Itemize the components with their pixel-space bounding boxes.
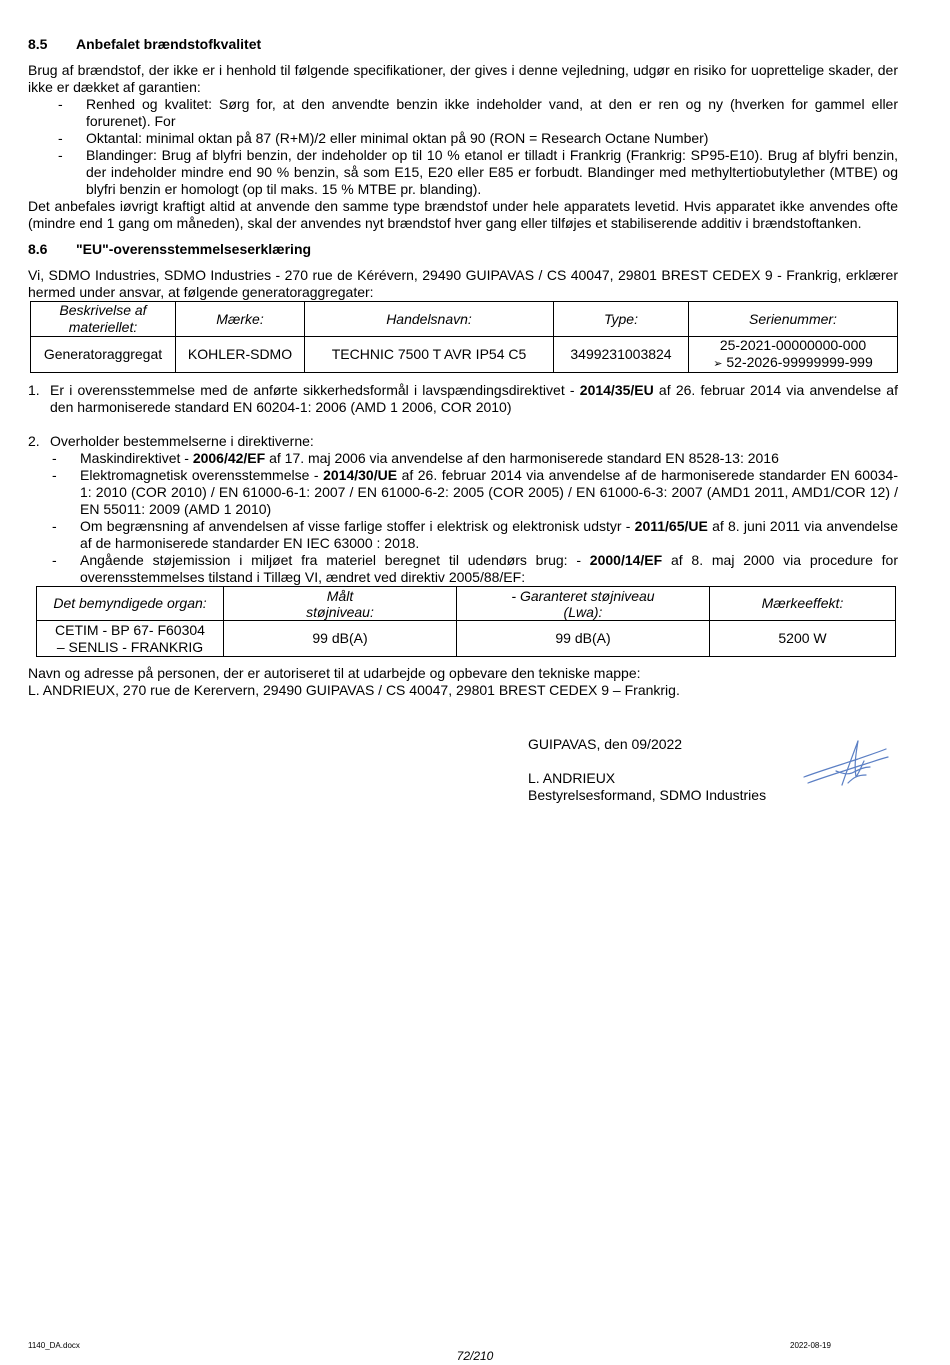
section-8-6-heading [28, 241, 898, 258]
section-number: 8.5 [28, 36, 48, 52]
serial-to: 52-2026-99999999-999 [726, 354, 873, 370]
place-date: GUIPAVAS, den 09/2022 [528, 736, 683, 752]
cell-measured: 99 dB(A) [224, 621, 457, 657]
signatory-name: L. ANDRIEUX [528, 770, 616, 786]
table-header-row [31, 302, 898, 337]
header-trade-name: Handelsnavn: [305, 302, 554, 337]
serial-to-line [693, 354, 893, 372]
footer-date: 2022-08-19 [790, 1341, 831, 1350]
organ-line: CETIM - BP 67- F60304 [55, 621, 205, 638]
list-item: - Blandinger: Brug af blyfri benzin, der indeholder op til 10 % etanol er tilladt i Frankrig (Frankrig: SP95-E10). Brug af blyfri benzin, der indeholder mindre end 90 % benzin, så som E15, E20 eller E85 er forbudt. Blandinger med methyltertiobutylether (MTBE) og blyfri benzin er homologt (op til maks. 15 % MTBE pr. blanding). [28, 147, 898, 198]
directive-ref: 2014/30/UE [323, 467, 398, 483]
fuel-intro-paragraph: Brug af brændstof, der ikke er i henhold til følgende specifikationer, der gives i denne vejledning, udgør en risiko for uoprettelige skader, der ikke er dækket af garantien: [28, 62, 898, 95]
conformity-list [28, 382, 898, 450]
item-text: Er i overensstemmelse med de anførte sikkerhedsformål i lavspændingsdirektivet - [50, 382, 580, 398]
cell-serial [689, 337, 898, 373]
list-item [28, 450, 898, 467]
list-item: - Oktantal: minimal oktan på 87 (R+M)/2 eller minimal oktan på 90 (RON = Research Octane Number) [28, 130, 898, 147]
item-text: af 17. maj 2006 via anvendelse af den harmoniserede standard EN 8528-13: 2016 [265, 450, 779, 466]
table-row [37, 621, 896, 657]
signature-block [528, 736, 766, 804]
serial-from: 25-2021-00000000-000 [719, 337, 867, 353]
item-text: Overholder bestemmelserne i direktiverne: [50, 433, 314, 449]
header-guaranteed [457, 587, 710, 621]
footer-filename: 1140_DA.docx [28, 1341, 80, 1350]
list-item [28, 467, 898, 518]
item-text: Elektromagnetisk overensstemmelse - [80, 467, 324, 483]
item-text: af 8. maj 2000 via procedure for overensstemmelses tilstand i Tillæg VI, ændret ved direktiv 2005/88/EF: [80, 552, 898, 585]
table-row [31, 337, 898, 373]
cell-trade-name: TECHNIC 7500 T AVR IP54 C5 [305, 337, 554, 373]
directive-ref: 2014/35/EU [579, 382, 654, 398]
list-item [28, 552, 898, 586]
cell-power: 5200 W [710, 621, 896, 657]
section-8-5-heading [28, 36, 898, 53]
header-power: Mærkeeffekt: [710, 587, 896, 621]
table-header-row [37, 587, 896, 621]
signatory-role: Bestyrelsesformand, SDMO Industries [528, 787, 767, 803]
document-page [28, 36, 898, 699]
header-brand: Mærke: [176, 302, 305, 337]
fuel-outro-paragraph: Det anbefales iøvrigt kraftigt altid at anvende den samme type brændstof under hele apparatets levetid. Hvis apparatet ikke anvendes ofte (mindre end 1 gang om måneden), skal der anvendes nyt brændstof hver gang eller tilføjes et stabiliserende additiv i brændstoftanken. [28, 198, 898, 231]
cell-description: Generatoraggregat [31, 337, 176, 373]
header-text: Målt støjniveau: [306, 587, 374, 620]
item-text: Maskindirektivet - [80, 450, 193, 466]
conformity-item-1 [28, 382, 898, 416]
conformity-item-2 [28, 433, 898, 450]
item-text: af 26. februar 2014 via anvendelse af de harmoniserede standarder EN 60034-1: 2010 (COR 2010) / EN 61000-6-1: 2007 / EN 61000-6-2: 2005 (COR 2005) / EN 61000-6-3: 2007 (AMD1 2011, AMD1/COR 12) / EN 55011: 2009 (AMD 1 2010) [80, 467, 899, 517]
item-text: Om begrænsning af anvendelsen af visse farlige stoffer i elektrisk og elektronisk udstyr - [80, 518, 635, 534]
section-title: "EU"-overensstemmelseserklæring [76, 241, 312, 257]
cell-type: 3499231003824 [554, 337, 689, 373]
handwritten-signature [800, 735, 892, 791]
header-measured [224, 587, 457, 621]
directive-ref: 2011/65/UE [634, 518, 708, 534]
page-number: 72/210 [456, 1349, 494, 1363]
cell-brand: KOHLER-SDMO [176, 337, 305, 373]
header-serial: Serienummer: [689, 302, 898, 337]
header-description: Beskrivelse af materiellet: [31, 302, 176, 337]
item-number: 2. [28, 433, 40, 449]
header-type: Type: [554, 302, 689, 337]
header-notified-body: Det bemyndigede organ: [37, 587, 224, 621]
list-item [28, 518, 898, 552]
cell-guaranteed: 99 dB(A) [457, 621, 710, 657]
item-number: 1. [28, 382, 40, 398]
section-title: Anbefalet brændstofkvalitet [76, 36, 262, 52]
directive-ref: 2006/42/EF [192, 450, 266, 466]
cell-notified-body [37, 621, 224, 657]
directive-list [28, 450, 898, 586]
item-text: af 26. februar 2014 via anvendelse af den harmoniserede standard EN 60204-1: 2006 (AMD 1 2006, COR 2010) [50, 382, 898, 415]
generator-table [30, 301, 898, 373]
noise-table [36, 586, 896, 657]
header-text: - Garanteret støjniveau (Lwa): [511, 587, 655, 620]
section-number: 8.6 [28, 241, 48, 257]
address-line: L. ANDRIEUX, 270 rue de Kerervern, 29490 GUIPAVAS / CS 40047, 29801 BREST CEDEX 9 – Frankrig. [28, 682, 680, 698]
item-text: Angående støjemission i miljøet fra materiel beregnet til udendørs brug: - [80, 552, 590, 568]
arrow-bullet-icon: ➢ [713, 357, 723, 370]
address-intro: Navn og adresse på personen, der er autoriseret til at udarbejde og opbevare den tekniske mappe: [28, 665, 641, 681]
organ-line: – SENLIS - FRANKRIG [56, 638, 204, 655]
item-text: af 8. juni 2011 via anvendelse af de harmoniserede standarder EN IEC 63000 : 2018. [80, 518, 898, 551]
directive-ref: 2000/14/EF [589, 552, 663, 568]
list-item: - Renhed og kvalitet: Sørg for, at den anvendte benzin ikke indeholder vand, at den er ren og ny (hverken for gammel eller forurenet). For [28, 96, 898, 130]
fuel-spec-list [28, 96, 898, 198]
declaration-intro: Vi, SDMO Industries, SDMO Industries - 270 rue de Kérévern, 29490 GUIPAVAS / CS 40047, 29801 BREST CEDEX 9 - Frankrig, erklærer hermed under ansvar, at følgende generatoraggregater: [28, 267, 898, 300]
